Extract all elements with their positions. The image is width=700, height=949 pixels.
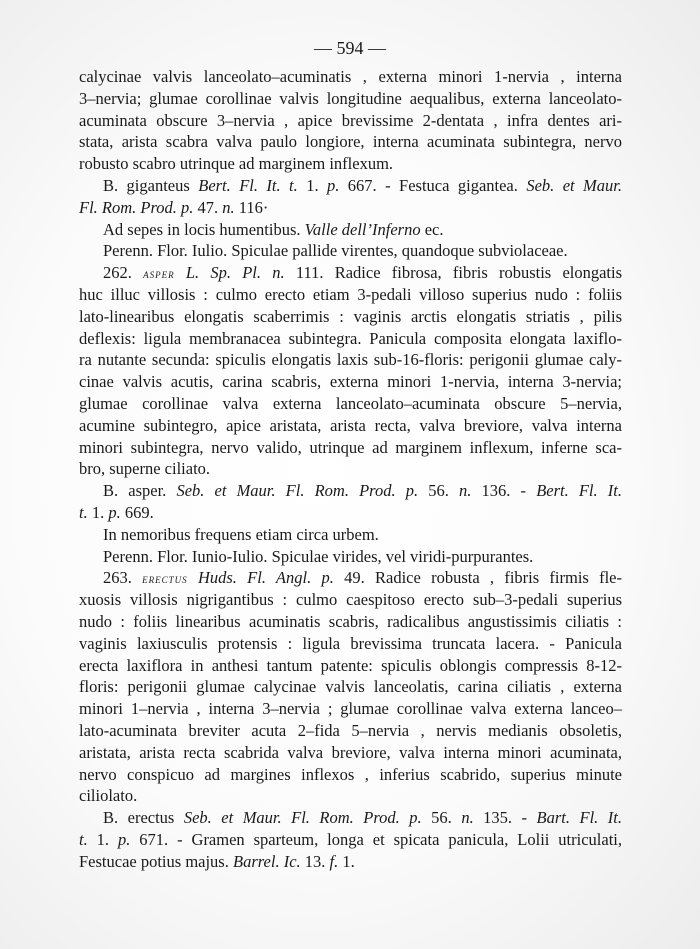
italic-citation: Bert. Fl. It. t. — [198, 175, 298, 195]
text-run: cinae valvis acutis, carina scabris, externa minori 1-nervia, interna 3-nervia; — [79, 372, 622, 392]
text-line — [79, 437, 622, 459]
italic-citation: Barrel. Ic. — [232, 851, 301, 871]
text-run: 13. — [300, 851, 330, 871]
text-run: stata, arista scabra valva paulo longiore, interna acuminata subintegra, nervo — [79, 132, 622, 152]
text-line — [79, 110, 622, 132]
text-run: 135. - — [473, 808, 537, 828]
text-line — [79, 371, 622, 393]
italic-citation: p. — [327, 175, 340, 195]
italic-citation: t. — [79, 829, 88, 849]
text-line — [79, 785, 622, 807]
text-line — [79, 393, 622, 415]
italic-citation: Bart. Fl. It. — [536, 808, 622, 828]
text-line — [79, 284, 622, 306]
text-line — [79, 88, 622, 110]
text-run: Festucae potius majus. — [79, 851, 233, 871]
text-line — [79, 458, 622, 480]
text-run: 1. — [297, 175, 327, 195]
text-line — [79, 175, 622, 197]
text-run: lato-linearibus elongatis scaberrimis : vaginis arctis elongatis striatis , pilis — [79, 306, 622, 326]
text-run: ec. — [420, 219, 444, 239]
text-run: 1. — [87, 829, 118, 849]
text-run: 3–nervia; glumae corollinae valvis longitudine aequalibus, externa lanceolato- — [79, 88, 622, 108]
text-line — [79, 328, 622, 350]
text-run: B. erectus — [103, 808, 184, 828]
text-line — [79, 764, 622, 786]
text-line — [79, 415, 622, 437]
text-run: glumae corollinae valva externa lanceolato–acuminata obscure 5–nervia, — [79, 393, 622, 413]
text-run: nervo conspicuo ad margines inflexos , inferius scabrido, superius minute — [79, 764, 622, 784]
text-line — [79, 66, 622, 88]
text-line — [79, 829, 622, 851]
text-run: ciliolato. — [79, 786, 138, 806]
text-run: nudo : foliis linearibus acuminatis scabris, radicalibus angustissimis ciliatis : — [79, 611, 622, 631]
text-line — [79, 349, 622, 371]
body-text — [79, 66, 622, 872]
text-line — [79, 524, 622, 546]
text-line — [79, 567, 622, 589]
italic-citation: Seb. et Maur. — [526, 175, 622, 195]
text-line — [79, 589, 622, 611]
italic-citation: Bert. Fl. It. — [536, 481, 622, 501]
text-run: 667. - Festuca gigantea. — [339, 175, 527, 195]
text-run: 56. — [418, 481, 460, 501]
text-run: 136. - — [471, 481, 537, 501]
italic-citation: p. — [108, 502, 121, 522]
text-line — [79, 611, 622, 633]
text-run: 1. — [338, 851, 355, 871]
text-run: Ad sepes in locis humentibus. — [103, 219, 305, 239]
text-line — [79, 676, 622, 698]
italic-citation: Fl. Rom. Prod. p. — [79, 197, 194, 217]
text-run: 263. — [103, 568, 143, 588]
text-run: deflexis: ligula membranacea subintegra. Panicula composita elongata laxiflo- — [79, 328, 622, 348]
italic-citation: p. — [117, 829, 131, 849]
text-run: 56. — [421, 808, 462, 828]
text-run: huc illuc villosis : culmo erecto etiam 3-pedali villoso superius nudo : foliis — [79, 284, 622, 304]
italic-citation: n. — [459, 481, 472, 501]
text-line — [79, 851, 622, 873]
italic-citation: f. — [329, 851, 339, 871]
text-run: xuosis villosis nigrigantibus : culmo caespitoso erecto sub–3-pedali superius — [79, 590, 622, 610]
text-run: acumine subintegro, apice aristata, arista recta, valva breviore, valva interna — [79, 415, 622, 435]
text-run: aristata, arista recta scabrida valva breviore, valva interna minori acuminata, — [79, 742, 622, 762]
italic-citation: Seb. et Maur. Fl. Rom. Prod. p. — [183, 808, 422, 828]
text-run: ra nutante secunda: spiculis elongatis laxis sub-16-floris: perigonii glumae caly- — [79, 350, 622, 370]
text-line — [79, 153, 622, 175]
italic-citation: t. — [79, 502, 88, 522]
text-run: robusto scabro utrinque ad marginem inflexum. — [79, 154, 394, 174]
text-run: floris: perigonii glumae calycinae valvis lanceolatis, carina ciliatis , externa — [79, 677, 622, 697]
text-run: Perenn. Flor. Iulio. Spiculae pallide virentes, quandoque subviolaceae. — [103, 241, 568, 261]
text-line — [79, 633, 622, 655]
text-line — [79, 502, 622, 524]
text-run: Perenn. Flor. Iunio-Iulio. Spiculae virides, vel viridi-purpurantes. — [103, 546, 534, 566]
species-name: erectus — [142, 571, 188, 587]
text-line — [79, 480, 622, 502]
text-line — [79, 131, 622, 153]
text-run: 671. - Gramen sparteum, longa et spicata panicula, Lolii utriculati, — [130, 829, 622, 849]
text-run: acuminata obscure 3–nervia , apice brevissime 2-dentata , infra dentes ari- — [79, 110, 622, 130]
text-run: bro, superne ciliato. — [79, 459, 211, 479]
page-number: — 594 — — [314, 38, 386, 58]
text-run: B. asper. — [103, 481, 177, 501]
text-run: 116· — [234, 197, 269, 217]
italic-citation: L. Sp. Pl. n. — [174, 263, 285, 283]
text-line — [79, 546, 622, 568]
italic-citation: Huds. Fl. Angl. p. — [187, 568, 334, 588]
text-run: lato-acuminata breviter acuta 2–fida 5–nervia , nervis medianis obsoletis, — [79, 720, 622, 740]
text-line — [79, 698, 622, 720]
text-line — [79, 262, 622, 284]
text-run: erecta laxiflora in anthesi tantum patente: spiculis oblongis compressis 8-12- — [79, 655, 622, 675]
text-run: 47. — [193, 197, 223, 217]
text-run: 669. — [120, 502, 154, 522]
text-line — [79, 655, 622, 677]
text-line — [79, 720, 622, 742]
species-name: asper — [143, 266, 175, 282]
text-line — [79, 306, 622, 328]
text-run: In nemoribus frequens etiam circa urbem. — [103, 524, 379, 544]
italic-citation: Seb. et Maur. Fl. Rom. Prod. p. — [176, 481, 419, 501]
italic-citation: n. — [222, 197, 235, 217]
italic-citation: Valle dell’Inferno — [304, 219, 421, 239]
text-line — [79, 742, 622, 764]
text-line — [79, 240, 622, 262]
italic-citation: n. — [461, 808, 474, 828]
text-line — [79, 197, 622, 219]
text-run: 262. — [103, 263, 144, 283]
text-run: minori 1–nervia , interna 3–nervia ; glumae corollinae valva externa lanceo– — [79, 699, 622, 719]
text-run: minori subintegra, nervo valido, utrinque ad marginem inflexum, inferne sca- — [79, 437, 622, 457]
text-line — [79, 807, 622, 829]
text-run: vaginis laxiusculis protensis : ligula brevissima truncata lacera. - Panicula — [79, 633, 622, 653]
text-run: 1. — [87, 502, 109, 522]
text-run: 49. Radice robusta , fibris firmis fle- — [333, 568, 623, 588]
text-line — [79, 219, 622, 241]
text-run: B. giganteus — [103, 175, 199, 195]
text-run: 111. Radice fibrosa, fibris robustis elongatis — [284, 263, 623, 283]
text-run: calycinae valvis lanceolato–acuminatis , externa minori 1-nervia , interna — [79, 67, 622, 86]
